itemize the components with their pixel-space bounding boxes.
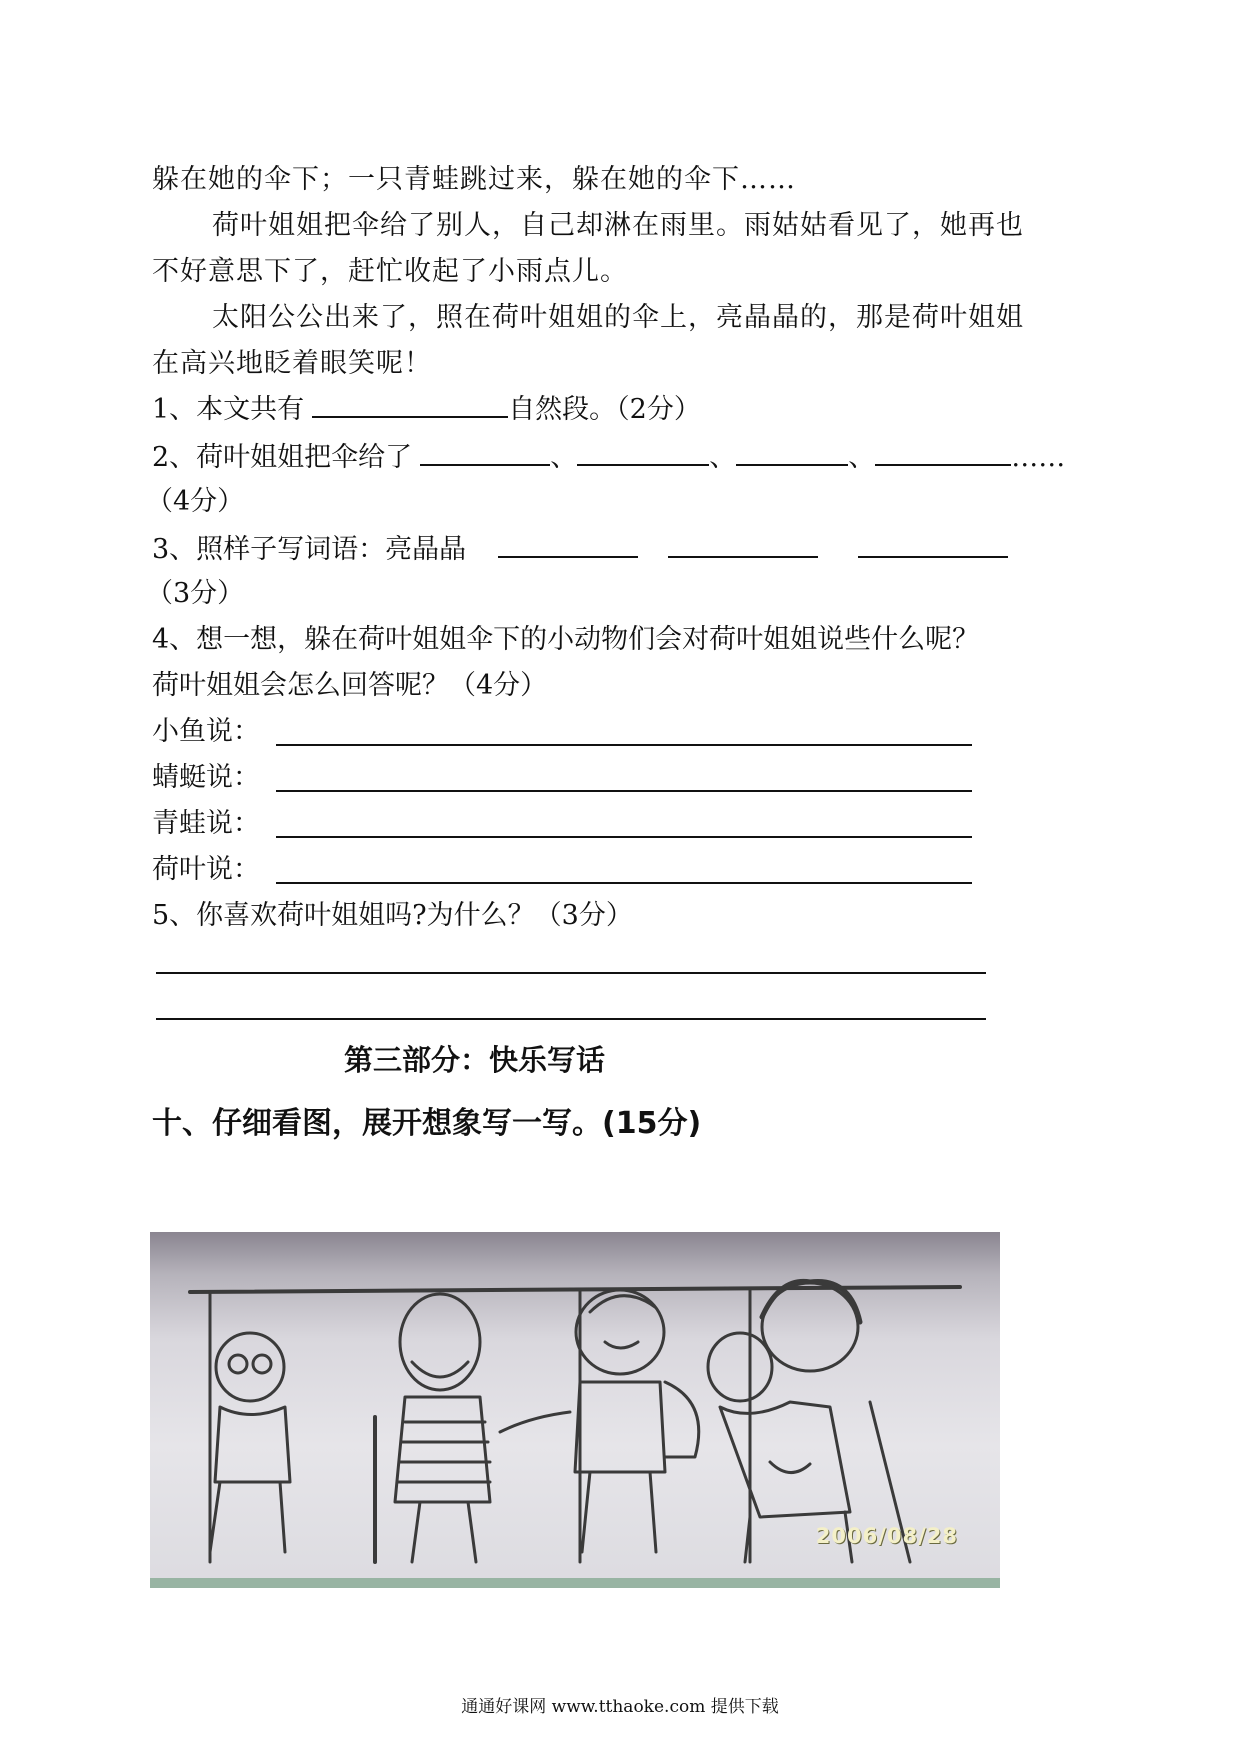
- question-2-prefix: 2、荷叶姐姐把伞给了: [152, 442, 413, 473]
- question-3-prefix: 3、照样子写词语：亮晶晶: [152, 534, 467, 565]
- question-2-score: （4分）: [146, 486, 245, 517]
- dragonfly-answer-line[interactable]: [276, 790, 972, 792]
- ellipsis: ……: [1011, 442, 1066, 473]
- answer-blank[interactable]: [312, 388, 508, 418]
- answer-blank[interactable]: [875, 436, 1011, 466]
- lotus-answer-line[interactable]: [276, 882, 972, 884]
- frog-answer-line[interactable]: [276, 836, 972, 838]
- writing-task: 十、仔细看图，展开想象写一写。(15分): [152, 1106, 702, 1141]
- answer-blank[interactable]: [420, 436, 550, 466]
- answer-blank[interactable]: [668, 528, 818, 558]
- separator: 、: [550, 442, 578, 473]
- passage-line: 太阳公公出来了，照在荷叶姐姐的伞上，亮晶晶的，那是荷叶姐姐: [212, 302, 1024, 333]
- bus-scene-picture: [150, 1232, 1000, 1588]
- question-1-suffix: 自然段。（2分）: [508, 394, 701, 425]
- fish-answer-line[interactable]: [276, 744, 972, 746]
- q5-answer-line[interactable]: [156, 1018, 986, 1020]
- question-2: [152, 436, 1065, 478]
- answer-blank[interactable]: [858, 528, 1008, 558]
- frog-says-label: 青蛙说：: [152, 808, 260, 839]
- fish-says-label: 小鱼说：: [152, 716, 260, 747]
- question-3-score: （3分）: [146, 578, 245, 609]
- question-1: [152, 388, 701, 430]
- dragonfly-says-label: 蜻蜓说：: [152, 762, 260, 793]
- answer-blank[interactable]: [736, 436, 848, 466]
- separator: 、: [848, 442, 876, 473]
- passage-line: 荷叶姐姐把伞给了别人，自己却淋在雨里。雨姑姑看见了，她再也: [212, 210, 1024, 241]
- question-1-prefix: 1、本文共有: [152, 394, 305, 425]
- answer-blank[interactable]: [577, 436, 709, 466]
- question-4-line: 4、想一想，躲在荷叶姐姐伞下的小动物们会对荷叶姐姐说些什么呢？: [152, 624, 980, 655]
- passage-line: 不好意思下了，赶忙收起了小雨点儿。: [152, 256, 628, 287]
- passage-line: 躲在她的伞下；一只青蛙跳过来，躲在她的伞下……: [152, 164, 796, 195]
- lotus-says-label: 荷叶说：: [152, 854, 260, 885]
- question-4-line: 荷叶姐姐会怎么回答呢？（4分）: [152, 670, 548, 701]
- footer-credit: 通通好课网 www.tthaoke.com 提供下载: [461, 1697, 779, 1717]
- date-stamp: 2006/08/28: [815, 1524, 958, 1548]
- answer-blank[interactable]: [498, 528, 638, 558]
- section-3-heading: 第三部分：快乐写话: [344, 1043, 606, 1077]
- q5-answer-line[interactable]: [156, 972, 986, 974]
- question-5: 5、你喜欢荷叶姐姐吗?为什么？（3分）: [152, 900, 633, 931]
- separator: 、: [709, 442, 737, 473]
- question-3: [152, 528, 1008, 570]
- passage-line: 在高兴地眨着眼笑呢！: [152, 348, 432, 379]
